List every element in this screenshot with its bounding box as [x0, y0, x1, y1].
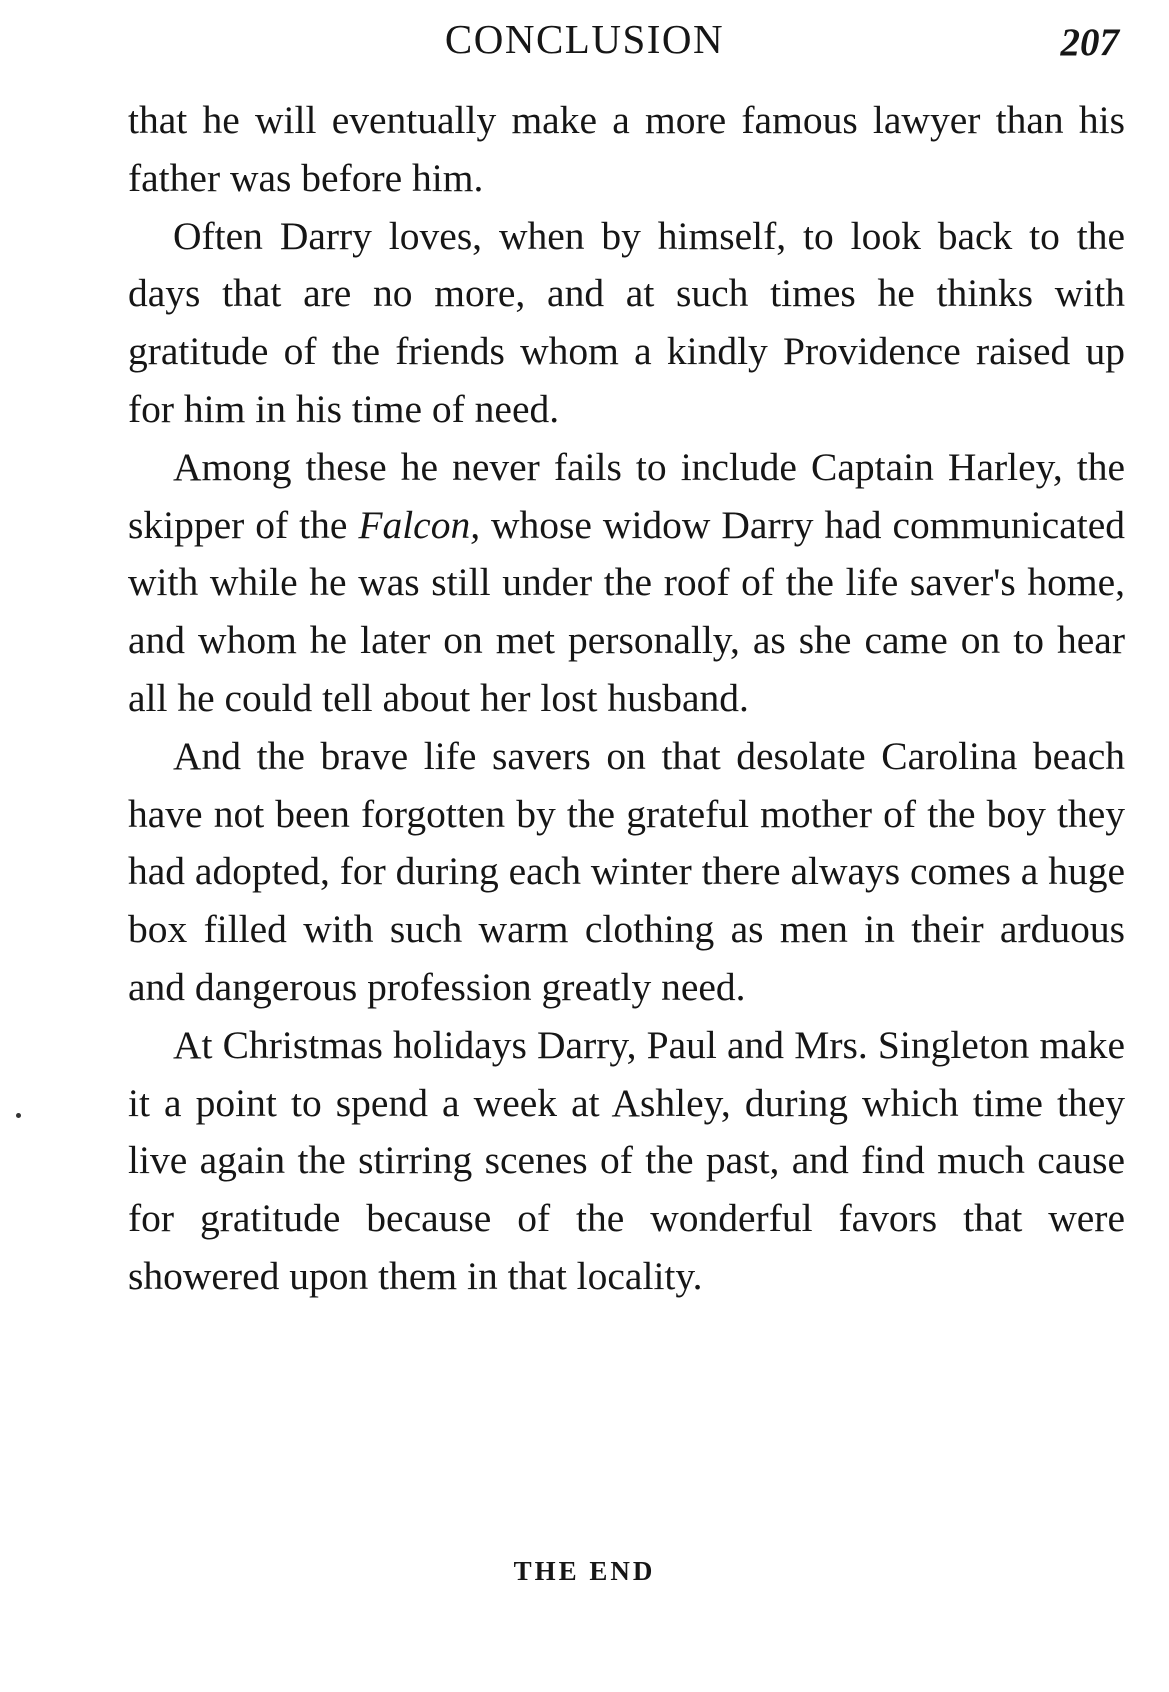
ship-name: Falcon, [358, 502, 481, 547]
paragraph-text: whose widow Darry had communicated with while he was still under the roof of the life saver's home, and whom he later on met personally, as she came on to hear all he could tell about her lost husband. [128, 502, 1125, 720]
body-text [128, 92, 1125, 1306]
paragraph-life-savers: And the brave life savers on that desolate Carolina beach have not been forgotten by the grateful mother of the boy they had adopted, for during each winter there always comes a huge box filled with such warm clothing as men in their arduous and dangerous profession greatly need. [128, 733, 1125, 1009]
paragraph-christmas: At Christmas holidays Darry, Paul and Mrs. Singleton make it a point to spend a week at Ashley, during which time they live again the stirring scenes of the past, and find much cause for gratitude because of the wonderful favors that were showered upon them in that locality. [128, 1022, 1125, 1298]
print-speck [16, 1113, 21, 1118]
paragraph-continuation: that he will eventually make a more famous lawyer than his father was before him. [128, 98, 1125, 200]
chapter-title: CONCLUSION [444, 16, 725, 62]
running-head [0, 14, 1169, 64]
paragraph-darry-looks-back: Often Darry loves, when by himself, to look back to the days that are no more, and at such times he thinks with gratitude of the friends whom a kindly Providence raised up for him in his time of need. [128, 213, 1125, 431]
paragraph-text: Among these he never fails to include Captain Harley, the skipper of the [128, 444, 1125, 547]
paragraph-captain-harley [128, 439, 1125, 728]
the-end-label: THE END [513, 1556, 656, 1586]
page-number: 207 [1060, 21, 1119, 64]
